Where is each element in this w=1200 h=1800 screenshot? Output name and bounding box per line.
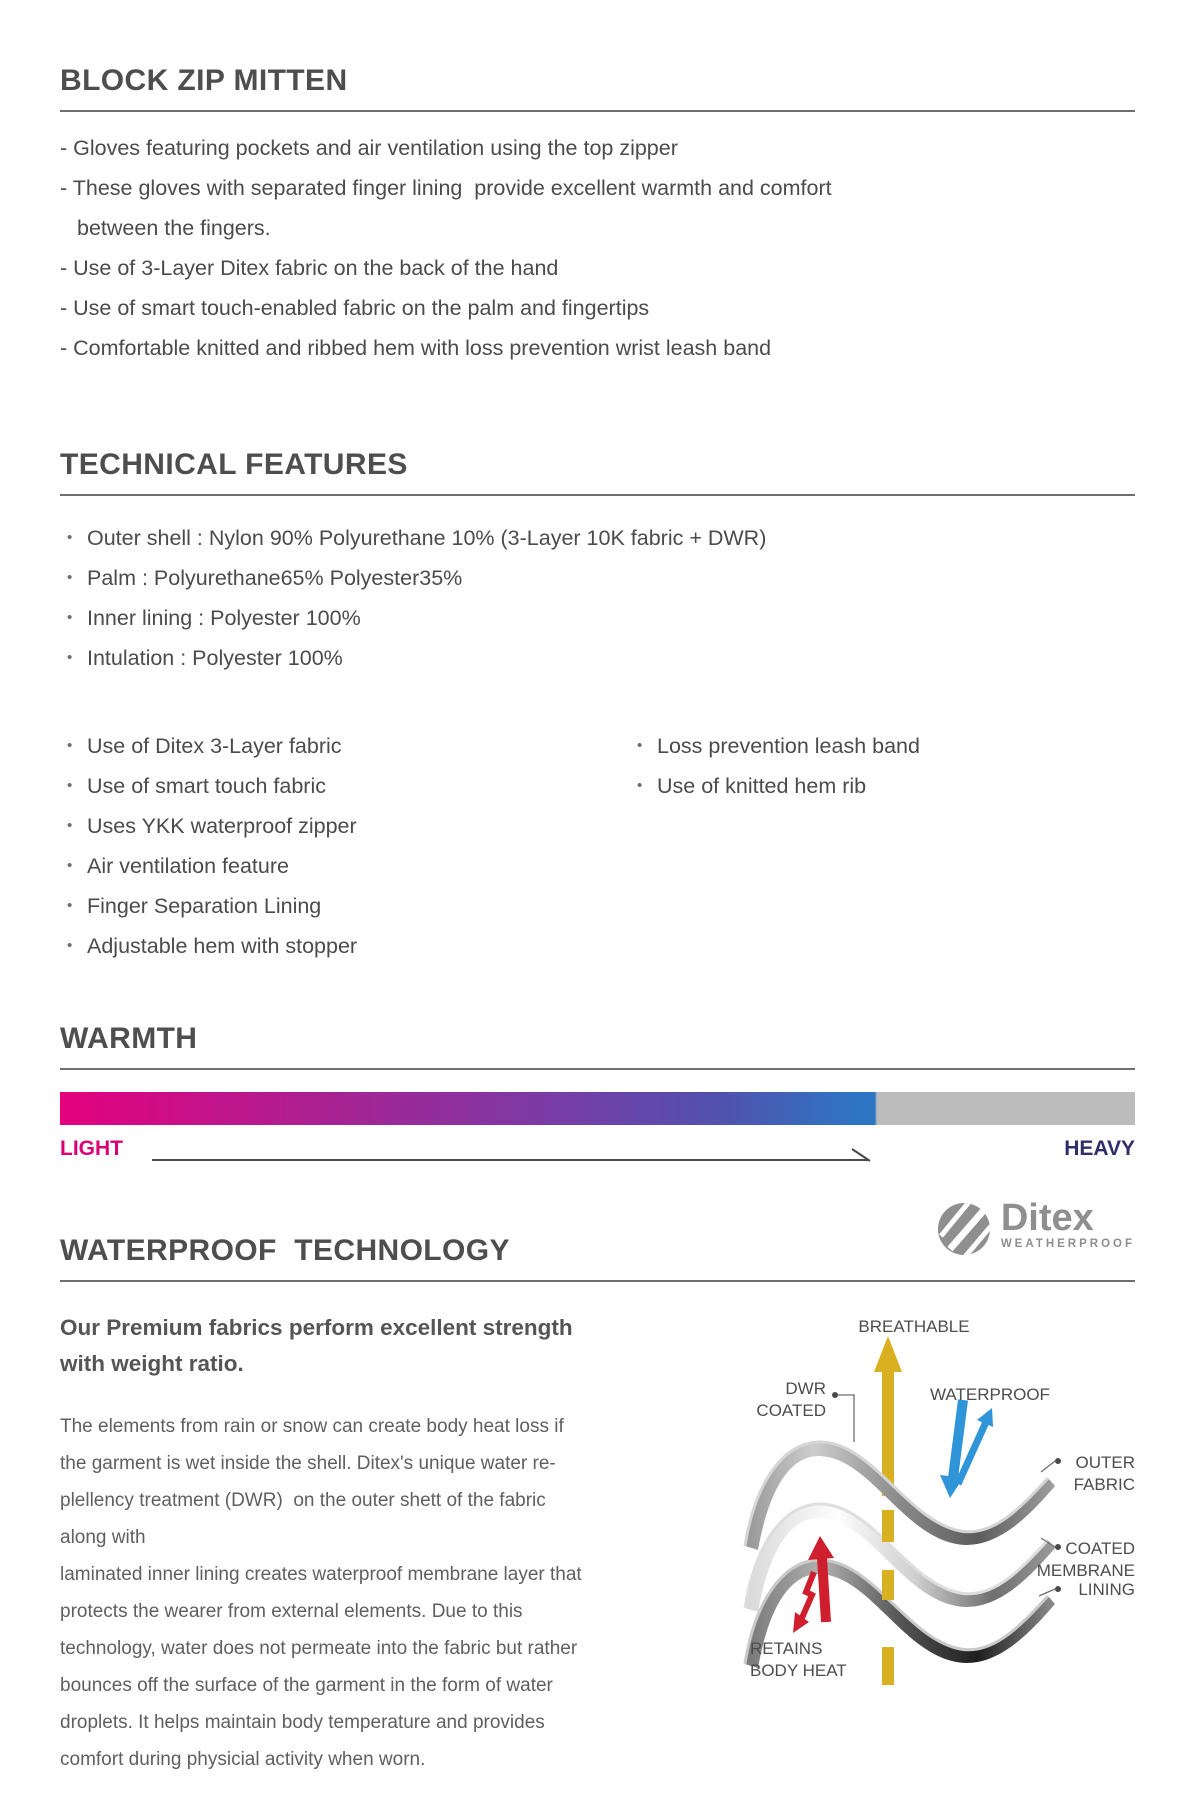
section-technical-features (60, 448, 1135, 966)
breathable-arrow-segment (882, 1510, 894, 1542)
waterproof-arrows (940, 1400, 993, 1498)
list-item: - Use of 3-Layer Ditex fabric on the back of the hand (60, 256, 559, 280)
material-spec-list (60, 518, 1135, 678)
fabric-layers-diagram (638, 1292, 1143, 1764)
section-waterproof-technology (60, 1197, 1135, 1778)
list-item: - Comfortable knitted and ribbed hem with loss prevention wrist leash band (60, 336, 772, 360)
warmth-scale-labels (60, 1137, 1135, 1167)
coated-membrane-label: COATED (1065, 1539, 1135, 1558)
list-item: • Intulation : Polyester 100% (60, 638, 1135, 678)
waterproof-body (60, 1408, 620, 1778)
body-line: The elements from rain or snow can create body heat loss if (60, 1416, 564, 1437)
warmth-light-label: LIGHT (60, 1137, 123, 1160)
warmth-heavy-label: HEAVY (1064, 1137, 1135, 1160)
coated-membrane-label: MEMBRANE (1036, 1561, 1135, 1580)
outer-fabric-label: FABRIC (1073, 1475, 1135, 1494)
section-intro (60, 64, 1135, 368)
list-item: • Use of smart touch fabric (60, 766, 630, 806)
ditex-logo-text (1000, 1197, 1135, 1250)
body-line: the garment is wet inside the shell. Ditex's unique water re- (60, 1453, 556, 1474)
feature-columns (60, 726, 1135, 966)
retains-body-heat-label: BODY HEAT (750, 1661, 847, 1680)
list-item: - Gloves featuring pockets and air ventilation using the top zipper (60, 136, 678, 160)
ditex-globe-icon (937, 1200, 993, 1258)
list-item: • Inner lining : Polyester 100% (60, 598, 1135, 638)
dwr-coated-label: COATED (756, 1401, 826, 1420)
warmth-gradient-bar (60, 1092, 1135, 1125)
waterproof-technology-title: WATERPROOF TECHNOLOGY (60, 1234, 1135, 1282)
body-line: plellency treatment (DWR) on the outer shett of the fabric (60, 1490, 546, 1511)
list-item: • Adjustable hem with stopper (60, 926, 630, 966)
waterproof-label: WATERPROOF (930, 1385, 1050, 1404)
technical-features-title: TECHNICAL FEATURES (60, 448, 1135, 496)
body-heat-arrows (793, 1536, 834, 1633)
list-item: • Finger Separation Lining (60, 886, 630, 926)
retains-body-heat-label: RETAINS (750, 1639, 823, 1658)
body-line: laminated inner lining creates waterproof membrane layer that (60, 1564, 582, 1585)
dwr-coated-label: DWR (785, 1379, 826, 1398)
list-item: • Air ventilation feature (60, 846, 630, 886)
list-item: • Use of knitted hem rib (630, 766, 1135, 806)
ditex-tagline: WEATHERPROOF (1000, 1238, 1135, 1250)
list-item: • Outer shell : Nylon 90% Polyurethane 10% (3-Layer 10K fabric + DWR) (60, 518, 1135, 558)
outer-fabric-layer (745, 1442, 1055, 1550)
list-item: • Loss prevention leash band (630, 726, 1135, 766)
body-line: comfort during physicial activity when worn. (60, 1749, 426, 1770)
list-item: - These gloves with separated finger lining provide excellent warmth and comfort (60, 176, 832, 200)
outer-fabric-label: OUTER (1075, 1453, 1135, 1472)
waterproof-columns (60, 1310, 1135, 1778)
body-line: technology, water does not permeate into the fabric but rather (60, 1638, 578, 1659)
section-warmth (60, 1022, 1135, 1167)
body-line: protects the wearer from external elements. Due to this (60, 1601, 523, 1622)
feature-list-left (60, 726, 630, 966)
lead-line: with weight ratio. (60, 1351, 244, 1376)
breathable-label: BREATHABLE (858, 1317, 970, 1336)
warmth-indicator-line (152, 1147, 882, 1167)
body-line: along with (60, 1527, 146, 1548)
waterproof-diagram-column (620, 1310, 1135, 1778)
list-item: • Uses YKK waterproof zipper (60, 806, 630, 846)
feature-list-right (630, 726, 1135, 966)
list-item: - Use of smart touch-enabled fabric on the palm and fingertips (60, 296, 650, 320)
ditex-brand-name: Ditex (1000, 1197, 1094, 1239)
lining-label: LINING (1078, 1580, 1135, 1599)
breathable-arrow-segment (882, 1570, 894, 1600)
warmth-title: WARMTH (60, 1022, 1135, 1070)
list-item: • Palm : Polyurethane65% Polyester35% (60, 558, 1135, 598)
list-item: between the fingers. (77, 216, 271, 240)
breathable-arrow-segment (882, 1647, 894, 1685)
body-line: droplets. It helps maintain body temperature and provides (60, 1712, 545, 1733)
ditex-logo (937, 1197, 1135, 1258)
lead-line: Our Premium fabrics perform excellent strength (60, 1315, 573, 1340)
body-line: bounces off the surface of the garment in the form of water (60, 1675, 553, 1696)
list-item: • Use of Ditex 3-Layer fabric (60, 726, 630, 766)
waterproof-text-column (60, 1310, 620, 1778)
waterproof-lead (60, 1310, 620, 1382)
page-title: BLOCK ZIP MITTEN (60, 64, 1135, 112)
intro-feature-list (60, 128, 1135, 368)
